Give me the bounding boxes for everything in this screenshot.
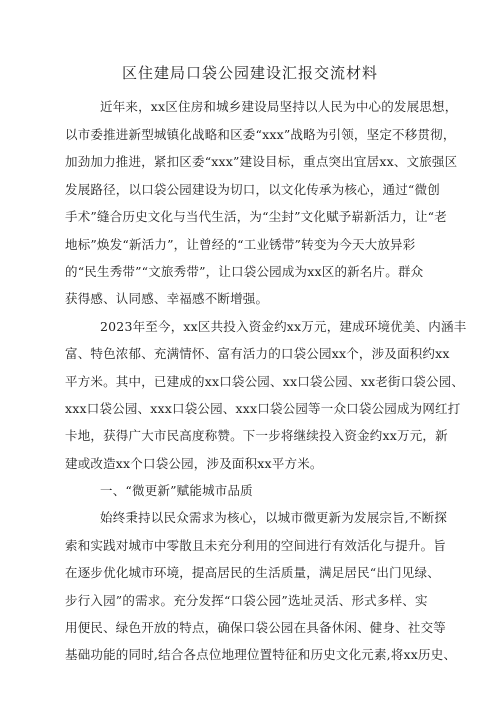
section-heading: 一、“微更新”赋能城市品质 (100, 483, 253, 498)
body-line: 加劲加力推进，紧扣区委“xxx”建设目标，重点突出宜居xx、文旅强区 (65, 154, 458, 169)
body-line: 索和实践对城市中零散且未充分利用的空间进行有效活化与提升。旨 (65, 538, 447, 553)
body-line: 的“民生秀带”“文旅秀带”，让口袋公园成为xx区的新名片。群众 (65, 264, 424, 279)
body-line: 手术”缝合历史文化与当代生活，为“尘封”文化赋予崭新活力，让“老 (65, 209, 447, 224)
body-line: 2023年至今，xx区共投入资金约xx万元，建成环境优美、内涵丰 (100, 319, 467, 334)
body-line: 获得感、认同感、幸福感不断增强。 (65, 291, 269, 306)
body-line: 用便民、绿色开放的特点，确保口袋公园在具备休闲、健身、社交等 (65, 620, 447, 635)
body-line: 步行入园”的需求。充分发挥“口袋公园”选址灵活、形式多样、实 (65, 593, 428, 608)
body-line: 卡地，获得广大市民高度称赞。下一步将继续投入资金约xx万元，新 (65, 428, 448, 443)
body-line: 近年来，xx区住房和城乡建设局坚持以人民为中心的发展思想， (100, 99, 458, 114)
body-line: 平方米。其中，已建成的xx口袋公园、xx口袋公园、xx老街口袋公园、 (65, 374, 465, 389)
body-line: xxx口袋公园、xxx口袋公园、xxx口袋公园等一众口袋公园成为网红打 (65, 401, 461, 416)
body-line: 始终秉持以民众需求为核心，以城市微更新为发展宗旨,不断探 (100, 510, 448, 525)
body-line: 基础功能的同时,结合各点位地理位置特征和历史文化元素,将xx历史、 (65, 647, 457, 662)
body-line: 建或改造xx个口袋公园，涉及面积xx平方米。 (65, 456, 323, 471)
body-line: 富、特色浓郁、充满情怀、富有活力的口袋公园xx个，涉及面积约xx (65, 346, 450, 361)
body-line: 发展路径，以口袋公园建设为切口，以文化传承为核心，通过“微创 (65, 182, 440, 197)
body-line: 地标”焕发“新活力”，让曾经的“工业锈带”转变为今天大放异彩 (65, 237, 416, 252)
document-title: 区住建局口袋公园建设汇报交流材料 (121, 64, 378, 82)
body-line: 在逐步优化城市环境，提高居民的生活质量，满足居民“出门见绿、 (65, 565, 440, 580)
body-line: 以市委推进新型城镇化战略和区委“xxx”战略为引领，坚定不移贯彻， (65, 127, 456, 142)
